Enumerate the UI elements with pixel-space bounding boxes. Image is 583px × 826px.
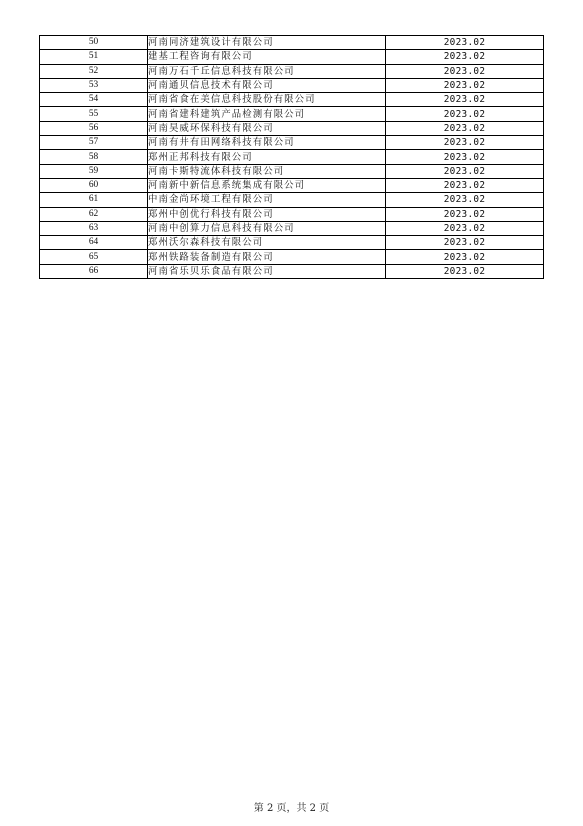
table-row [40, 93, 544, 107]
company-name: 中南金尚环境工程有限公司 [148, 193, 386, 207]
table-row [40, 107, 544, 121]
company-name: 河南有井有田网络科技有限公司 [148, 136, 386, 150]
row-number: 53 [40, 78, 148, 92]
row-number: 64 [40, 236, 148, 250]
table-body [40, 36, 544, 279]
row-number: 59 [40, 164, 148, 178]
company-name: 河南通贝信息技术有限公司 [148, 78, 386, 92]
table-row [40, 150, 544, 164]
row-number: 66 [40, 264, 148, 278]
date-cell: 2023.02 [386, 250, 544, 264]
row-number: 65 [40, 250, 148, 264]
date-cell: 2023.02 [386, 221, 544, 235]
table-row [40, 64, 544, 78]
date-cell: 2023.02 [386, 193, 544, 207]
row-number: 50 [40, 36, 148, 50]
date-cell: 2023.02 [386, 136, 544, 150]
table-row [40, 50, 544, 64]
date-cell: 2023.02 [386, 93, 544, 107]
table-row [40, 178, 544, 192]
date-cell: 2023.02 [386, 36, 544, 50]
date-cell: 2023.02 [386, 107, 544, 121]
row-number: 61 [40, 193, 148, 207]
row-number: 63 [40, 221, 148, 235]
table-row [40, 193, 544, 207]
company-name: 建基工程咨询有限公司 [148, 50, 386, 64]
table-row [40, 221, 544, 235]
row-number: 52 [40, 64, 148, 78]
company-name: 河南万石千丘信息科技有限公司 [148, 64, 386, 78]
table-row [40, 164, 544, 178]
date-cell: 2023.02 [386, 236, 544, 250]
company-name: 河南中创算力信息科技有限公司 [148, 221, 386, 235]
row-number: 57 [40, 136, 148, 150]
date-cell: 2023.02 [386, 150, 544, 164]
company-name: 河南省食在美信息科技股份有限公司 [148, 93, 386, 107]
date-cell: 2023.02 [386, 264, 544, 278]
page-footer: 第 2 页，共 2 页 [253, 803, 330, 814]
company-name: 郑州中创优行科技有限公司 [148, 207, 386, 221]
date-cell: 2023.02 [386, 164, 544, 178]
table-row [40, 264, 544, 278]
company-name: 河南新中新信息系统集成有限公司 [148, 178, 386, 192]
company-name: 河南同济建筑设计有限公司 [148, 36, 386, 50]
table-row [40, 207, 544, 221]
table-row [40, 121, 544, 135]
date-cell: 2023.02 [386, 121, 544, 135]
row-number: 58 [40, 150, 148, 164]
row-number: 56 [40, 121, 148, 135]
company-name: 河南省建科建筑产品检测有限公司 [148, 107, 386, 121]
row-number: 54 [40, 93, 148, 107]
table-row [40, 36, 544, 50]
date-cell: 2023.02 [386, 64, 544, 78]
row-number: 62 [40, 207, 148, 221]
company-name: 河南昊威环保科技有限公司 [148, 121, 386, 135]
company-name: 郑州铁路装备制造有限公司 [148, 250, 386, 264]
table-row [40, 136, 544, 150]
company-name: 河南卡斯特流体科技有限公司 [148, 164, 386, 178]
date-cell: 2023.02 [386, 178, 544, 192]
row-number: 55 [40, 107, 148, 121]
company-name: 河南省乐贝乐食品有限公司 [148, 264, 386, 278]
date-cell: 2023.02 [386, 50, 544, 64]
company-list-table [39, 35, 544, 279]
table-row [40, 78, 544, 92]
table-row [40, 250, 544, 264]
date-cell: 2023.02 [386, 78, 544, 92]
row-number: 51 [40, 50, 148, 64]
table-row [40, 236, 544, 250]
date-cell: 2023.02 [386, 207, 544, 221]
row-number: 60 [40, 178, 148, 192]
company-name: 郑州沃尔森科技有限公司 [148, 236, 386, 250]
company-name: 郑州正邦科技有限公司 [148, 150, 386, 164]
